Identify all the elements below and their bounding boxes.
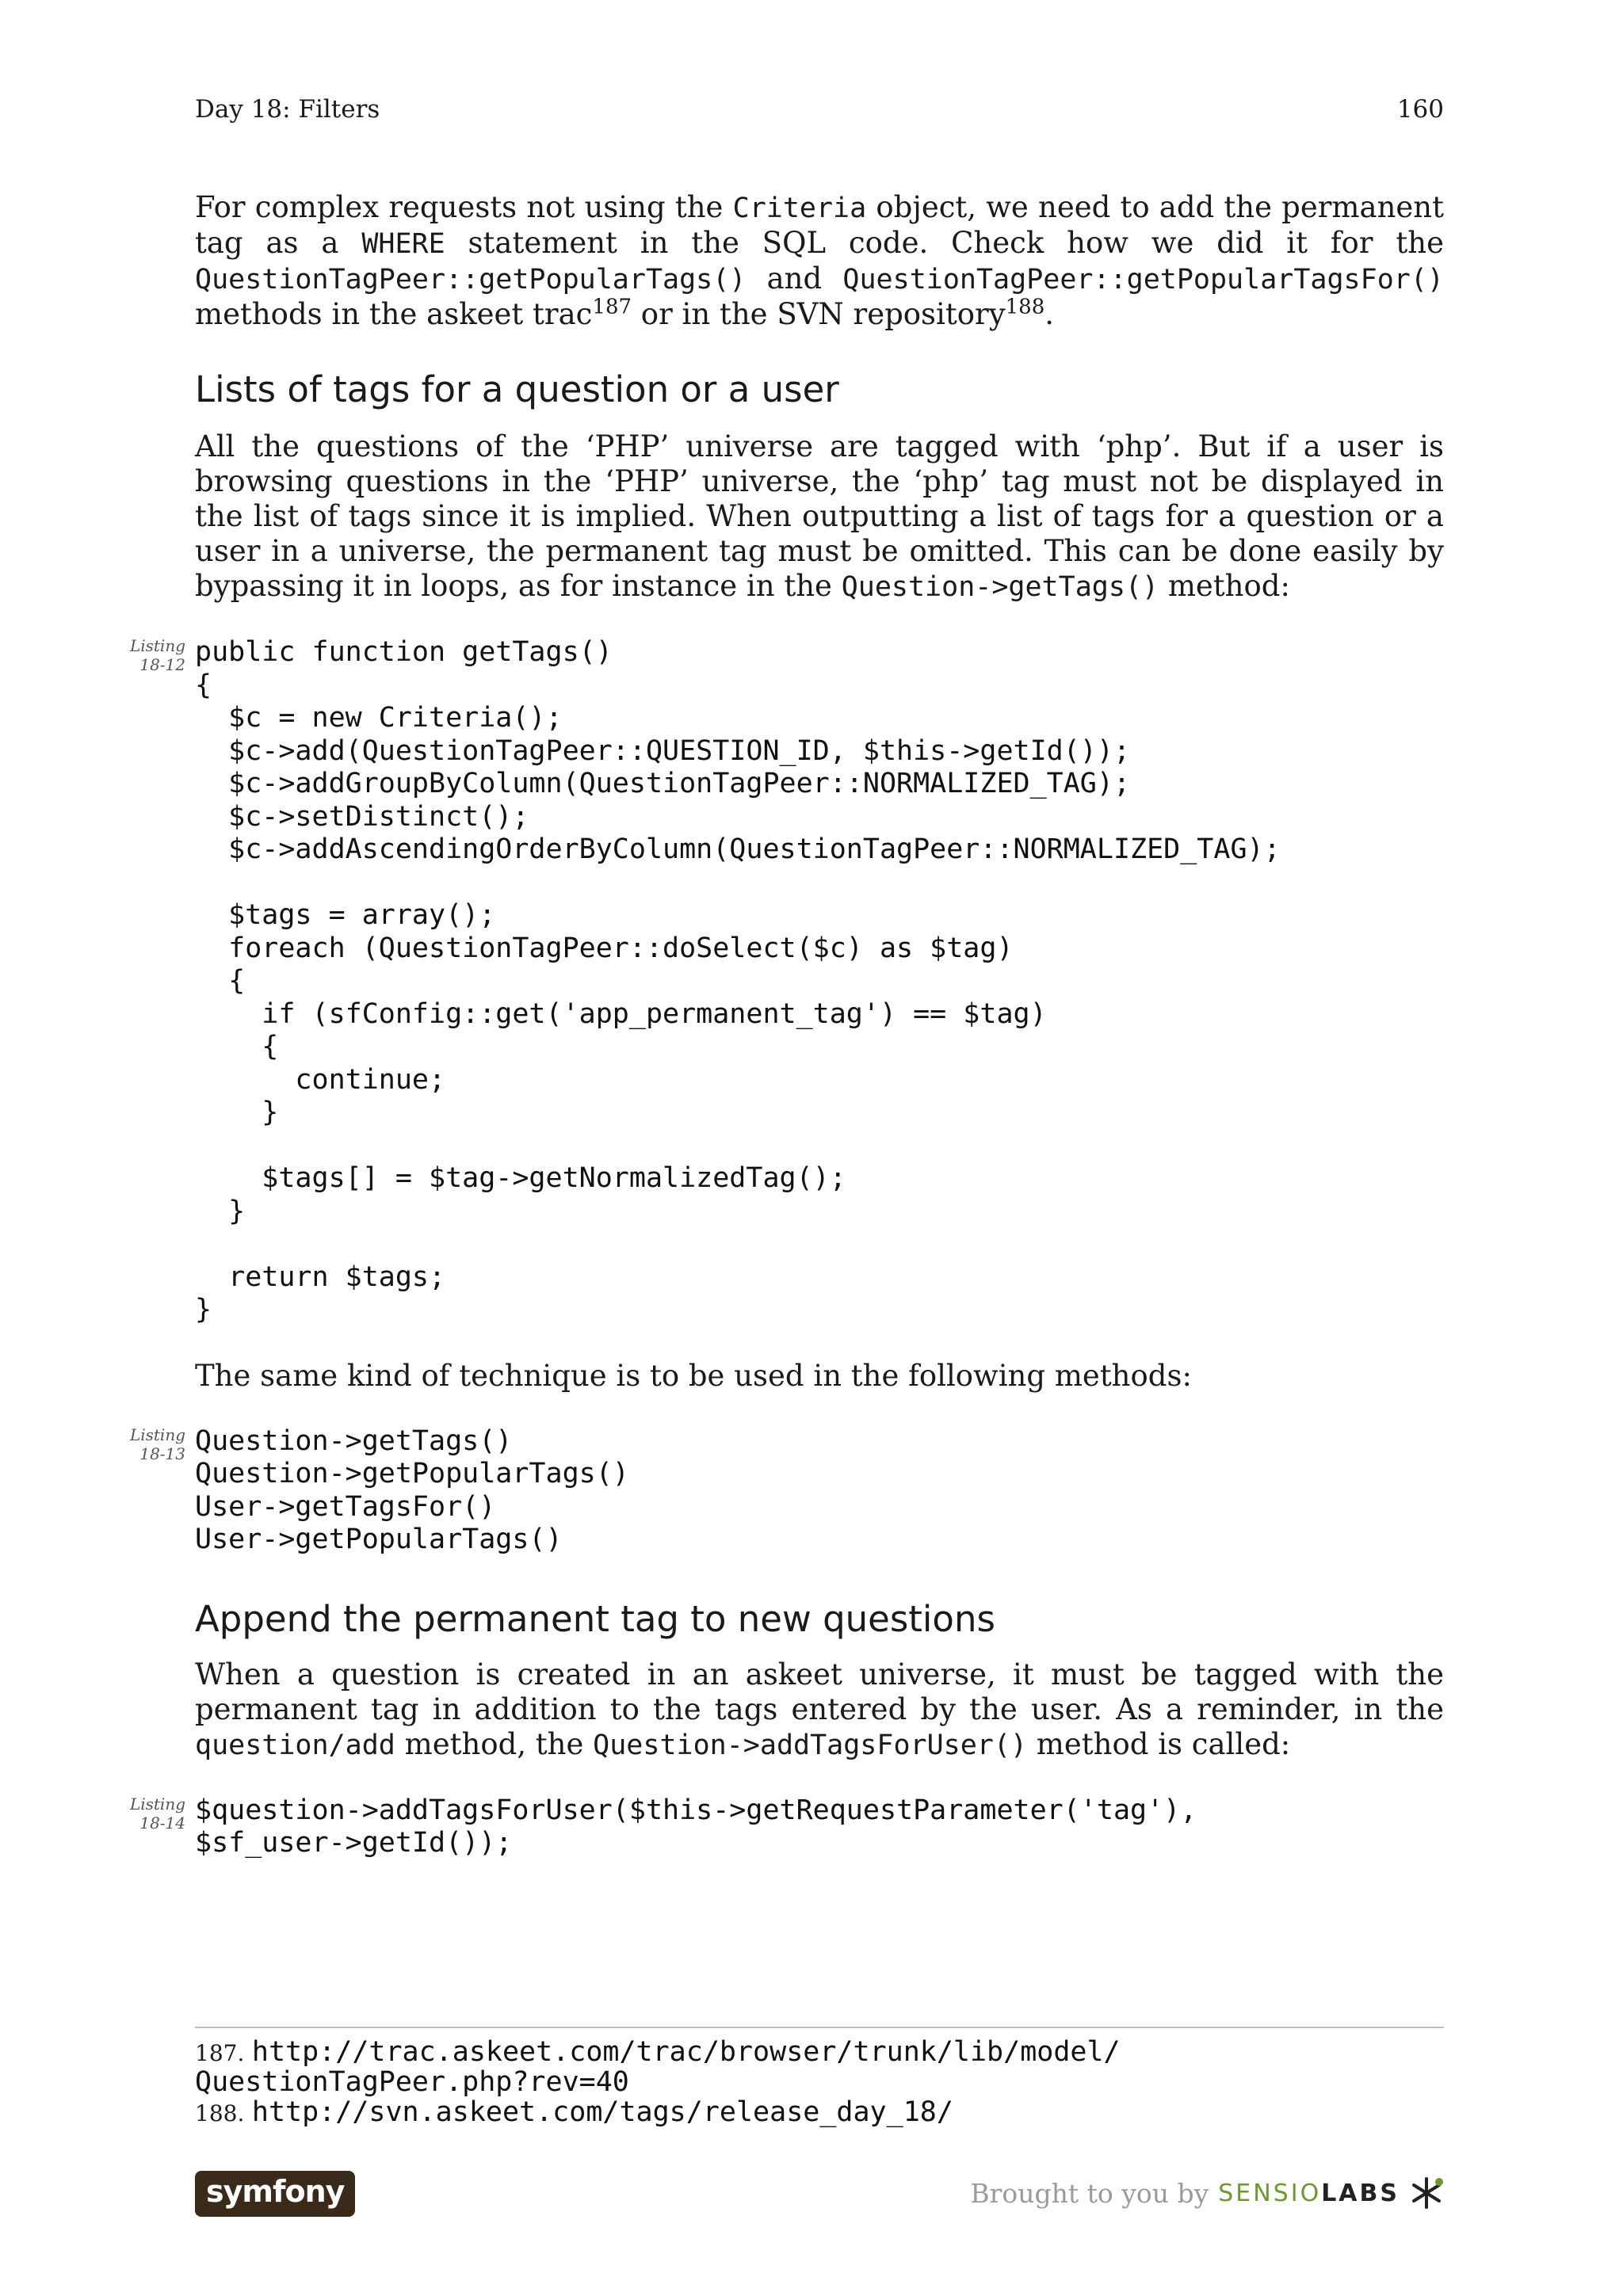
inline-code: Criteria [732,193,867,224]
page-content [129,190,1445,1860]
section1-paragraph-2: The same kind of technique is to be used in the following methods: [195,1358,1192,1393]
intro-paragraph: For complex requests not using the Criteria object, we need to add the permanent tag as a WHERE statement in the SQL code. Check how we did it for the QuestionTagPeer::getPopularTags() and QuestionTagPeer::getPopularTagsFor() methods in the askeet trac$^{187}$ or in the SVN repository$^{188}$. [195,190,1445,331]
inline-code: Question->getTags() [841,571,1159,603]
sensiolabs-star-icon [1409,2176,1444,2210]
symfony-logo: symfony [195,2171,355,2217]
inline-code: QuestionTagPeer::getPopularTagsFor() [842,264,1444,296]
section-heading-lists-of-tags: Lists of tags for a question or a user [195,368,839,410]
footnote-link[interactable]: http://trac.askeet.com/trac/browser/trunk/lib/model/ QuestionTagPeer.php?rev=40 [195,2036,1121,2098]
footnote-link[interactable]: http://svn.askeet.com/tags/release_day_18/ [251,2096,953,2128]
code-block: public function getTags() { $c = new Criteria(); $c->add(QuestionTagPeer::QUESTION_ID, $this->getId()); $c->addGroupByColumn(QuestionTagPeer::NORMALIZED_TAG); $c->setDistinct(); $c->addAscendingOrderByColumn(QuestionTagPeer::NORMALIZED_TAG); $tags = array(); foreach (QuestionTagPeer::doSelect($c) as $tag) { if (sfConfig::get('app_permanent_tag') == $tag) { continue; } $tags[] = $tag->getNormalizedTag(); } return $tags; } [195,636,1281,1325]
page-number: 160 [1396,95,1444,124]
running-header-chapter: Day 18: Filters [195,95,380,124]
sensiolabs-logo: SENSIOLABS [1218,2179,1400,2207]
inline-code: question/add [195,1729,395,1761]
code-block: $question->addTagsForUser($this->getRequestParameter('tag'), $sf_user->getId()); [195,1794,1197,1859]
code-block: Question->getTags() Question->getPopularTags() User->getTagsFor() User->getPopularTags() [195,1425,629,1555]
listing-label: Listing 18-14 [129,1794,185,1833]
footnote-188: 188. http://svn.askeet.com/tags/release_day_18/ [195,2096,953,2128]
footnote-ref-188[interactable]: 188 [1005,295,1045,319]
listing-label: Listing 18-12 [129,636,185,674]
inline-code: Question->addTagsForUser() [593,1729,1028,1761]
footnote-187: 187. http://trac.askeet.com/trac/browser/trunk/lib/model/ QuestionTagPeer.php?rev=40 [195,2036,1121,2098]
listing-18-12 [129,636,1444,1327]
section-heading-append-permanent-tag: Append the permanent tag to new questions [195,1597,995,1640]
inline-code: QuestionTagPeer::getPopularTags() [195,264,747,296]
listing-18-13 [129,1425,1444,1557]
footnote-ref-187[interactable]: 187 [592,295,632,319]
listing-18-14 [129,1794,1444,1860]
footnotes [195,2027,1444,2128]
page-footer [195,2171,1444,2218]
listing-label: Listing 18-13 [129,1425,185,1463]
section1-paragraph: All the questions of the ‘PHP’ universe are tagged with ‘php’. But if a user is browsing questions in the ‘PHP’ universe, the ‘php’ tag must not be displayed in the list of tags since it is implied. When outputting a list of tags for a question or a user in a universe, the permanent tag must be omitted. This can be done easily by bypassing it in loops, as for instance in the Question->getTags() method: [195,429,1444,603]
section2-paragraph: When a question is created in an askeet universe, it must be tagged with the permanent tag in addition to the tags entered by the user. As a reminder, in the question/add method, the Question->addTagsForUser() method is called: [195,1657,1444,1761]
sensiolabs-credit: Brought to you by SENSIOLABS [970,2176,1444,2210]
inline-code: WHERE [361,228,445,260]
